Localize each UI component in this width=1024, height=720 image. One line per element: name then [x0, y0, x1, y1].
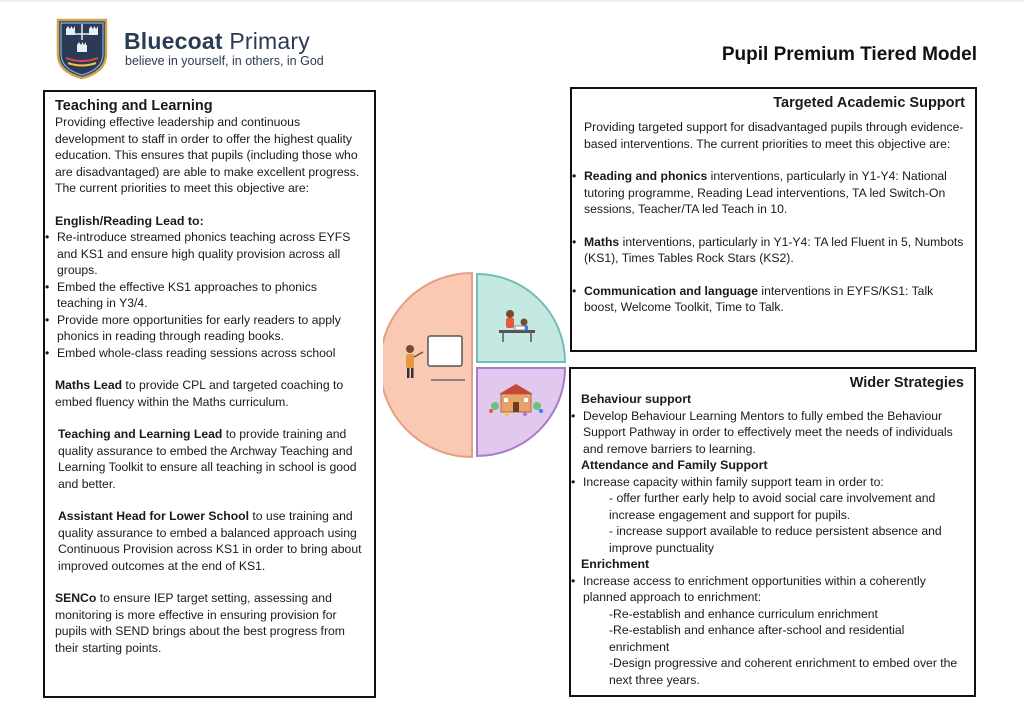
targeted-support-panel — [570, 87, 977, 352]
targeted-support-intro: Providing targeted support for disadvantaged pupils through evidence-based interventions. The current priorities to meet this objective are: — [584, 120, 964, 151]
assistant-head-paragraph: Assistant Head for Lower School to use training and quality assurance to embed a balanced approach using Continuous Provision across KS1 in order to bring about improved outcomes at the end of KS1. — [58, 509, 362, 573]
targeted-item: • Maths interventions, particularly in Y1-Y4: TA led Fluent in 5, Numbots (KS1), Times Tables Rock Stars (KS2). — [572, 234, 965, 267]
attendance-item: • Increase capacity within family support team in order to: — [571, 474, 964, 491]
wider-strategies-title: Wider Strategies — [849, 375, 964, 391]
maths-lead-paragraph: Maths Lead to provide CPL and targeted coaching to embed fluency within the Maths curriculum. — [55, 378, 344, 409]
tiered-model-diagram — [383, 270, 568, 460]
tl-lead-paragraph: Teaching and Learning Lead to provide training and quality assurance to embed the Archway Teaching and Learning Toolkit to ensure all teaching in school is good and better. — [58, 427, 357, 491]
enrichment-subitem: -Design progressive and coherent enrichment to embed over the next three years. — [609, 656, 958, 687]
top-rule — [0, 0, 1024, 2]
senco-paragraph: SENCo to ensure IEP target setting, assessing and monitoring is more effective in ensuring provision for pupils with SEND brings about the best progress from their starting points. — [55, 591, 345, 655]
enrichment-item: • Increase access to enrichment opportunities within a coherently planned approach to enrichment: — [571, 573, 964, 606]
english-item: • Provide more opportunities for early readers to apply phonics in reading through reading books. — [45, 312, 364, 345]
document-title: Pupil Premium Tiered Model — [721, 44, 977, 65]
targeted-item: • Communication and language interventions in EYFS/KS1: Talk boost, Welcome Toolkit, Time to Talk. — [572, 283, 965, 316]
wider-strategies-panel — [569, 367, 976, 697]
enrichment-subitem: -Re-establish and enhance curriculum enrichment — [609, 606, 878, 621]
targeted-item: • Reading and phonics interventions, particularly in Y1-Y4: National tutoring programme, Reading Lead interventions, TA led Switch-On sessions, Teacher/TA led Teach in 10. — [572, 168, 965, 218]
english-reading-heading: English/Reading Lead to: — [55, 213, 204, 228]
behaviour-heading: Behaviour support — [581, 392, 692, 406]
attendance-subitem: - offer further early help to avoid social care involvement and increase engagement and support for pupils. — [609, 491, 936, 522]
targeted-support-title: Targeted Academic Support — [773, 95, 965, 111]
english-item: • Embed whole-class reading sessions across school — [45, 345, 364, 362]
english-item: • Re-introduce streamed phonics teaching across EYFS and KS1 and ensure high quality provision across all groups. — [45, 229, 364, 279]
teaching-learning-title: Teaching and Learning — [55, 98, 213, 114]
teaching-learning-intro: Providing effective leadership and continuous development to staff in order to offer the highest quality education. This ensures that pupils (including those who are disadvantaged) are able to make excellent progress. The current priorities to meet this objective are: — [55, 115, 360, 195]
enrichment-heading: Enrichment — [581, 557, 650, 571]
teaching-learning-panel — [43, 90, 376, 698]
targeted-segment — [477, 274, 565, 362]
school-tagline: believe in yourself, in others, in God — [125, 54, 324, 68]
english-item: • Embed the effective KS1 approaches to phonics teaching in Y3/4. — [45, 279, 364, 312]
enrichment-subitem: -Re-establish and enhance after-school and residential enrichment — [609, 623, 905, 654]
attendance-heading: Attendance and Family Support — [581, 458, 768, 472]
school-crest-logo — [56, 18, 108, 80]
attendance-subitem: - increase support available to reduce persistent absence and improve punctuality — [609, 524, 942, 555]
school-name: Bluecoat Primary — [124, 28, 310, 54]
behaviour-item: • Develop Behaviour Learning Mentors to fully embed the Behaviour Support Pathway in order to effectively meet the needs of individuals and remove barriers to learning. — [571, 408, 964, 458]
